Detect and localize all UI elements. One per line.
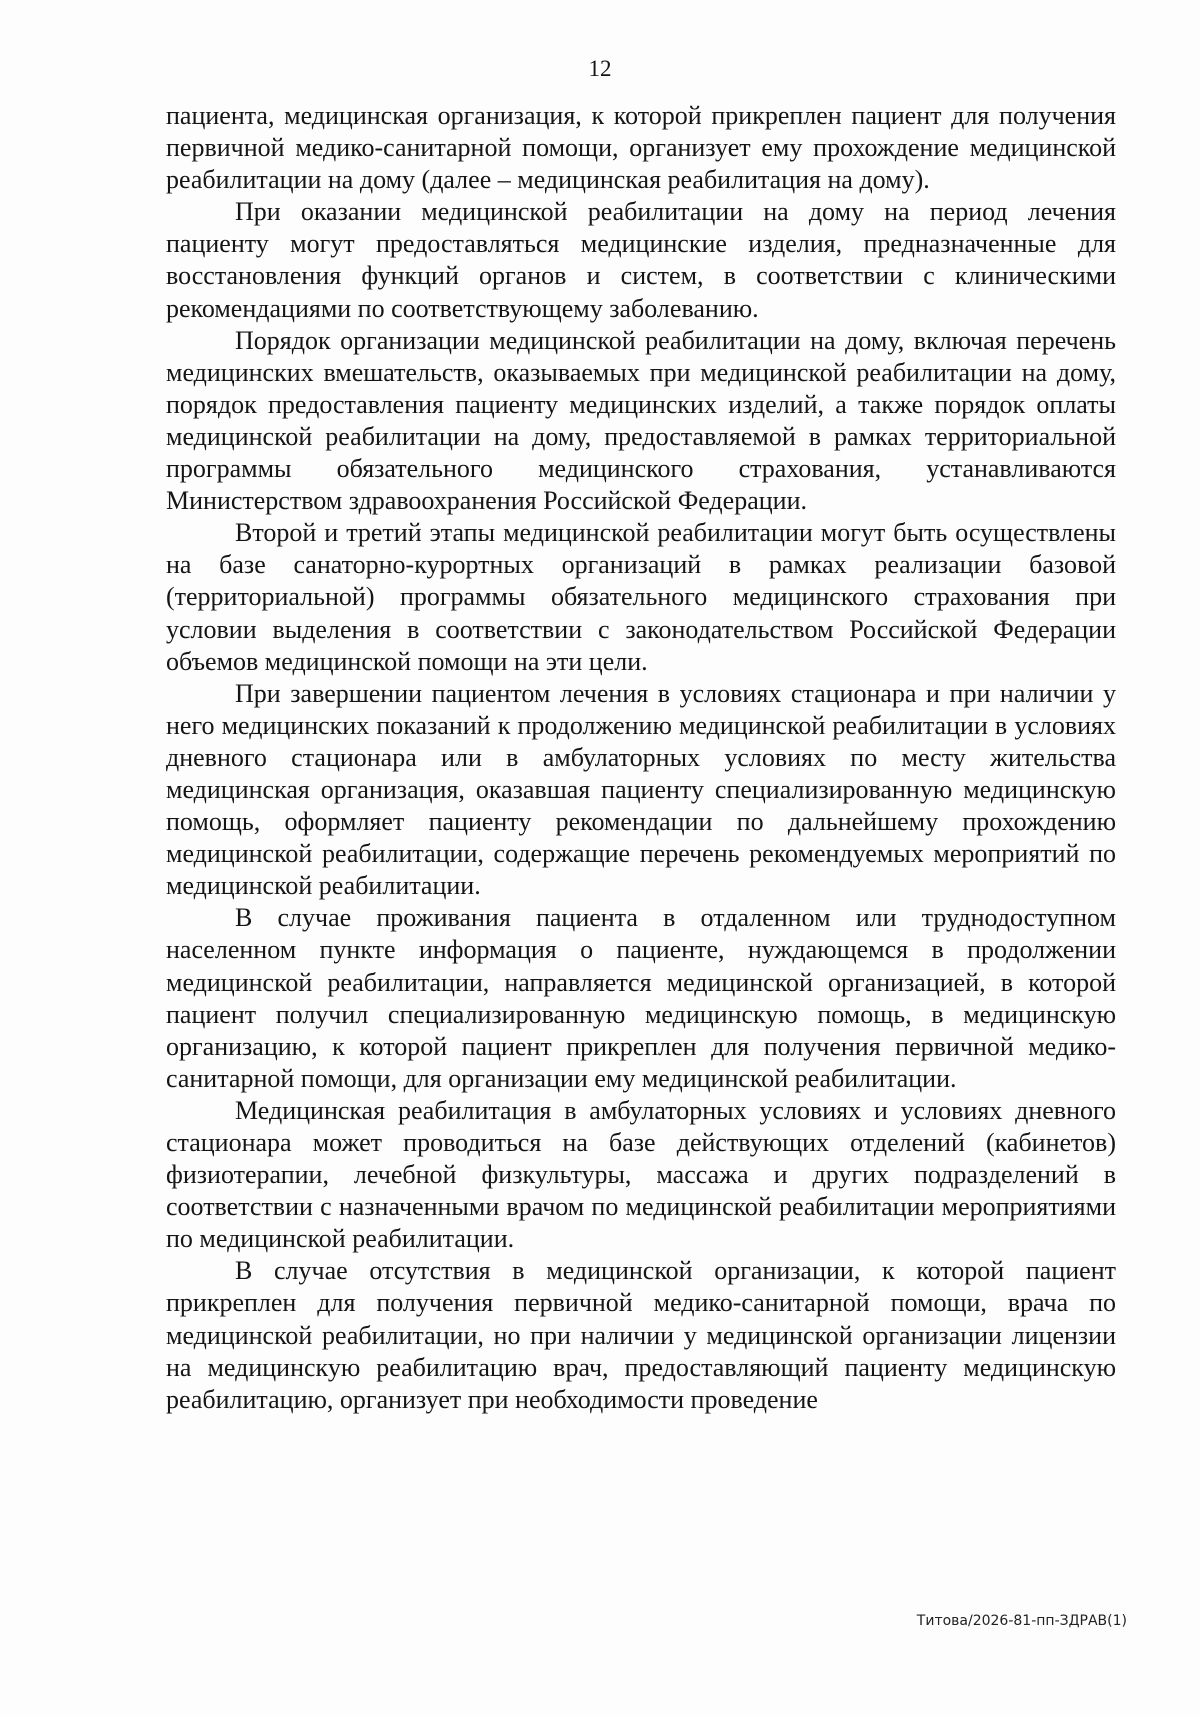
paragraph-home-rehab-procedure: Порядок организации медицинской реабилитации на дому, включая перечень медицинских вмешательств, оказываемых при медицинской реабилитации на дому, порядок предоставления пациенту медицинских изделий, а также порядок оплаты медицинской реабилитации на дому, предоставляемой в рамках территориальной программы обязательного медицинского страхования, устанавливаются Министерством здравоохранения Российской Федерации. bbox=[166, 325, 1116, 516]
paragraph-no-rehab-doctor: В случае отсутствия в медицинской организации, к которой пациент прикреплен для получения первичной медико-санитарной помощи, врача по медицинской реабилитации, но при наличии у медицинской организации лицензии на медицинскую реабилитацию врач, предоставляющий пациенту медицинскую реабилитацию, организует при необходимости проведение bbox=[166, 1256, 1116, 1414]
footer-document-reference: Титова/2026-81-пп-ЗДРАВ(1) bbox=[916, 1613, 1127, 1629]
paragraph-remote-settlement: В случае проживания пациента в отдаленном или труднодоступном населенном пункте информация о пациенте, нуждающемся в продолжении медицинской реабилитации, направляется медицинской организацией, в которой пациент получил специализированную медицинскую помощь, в медицинскую организацию, к которой пациент прикреплен для получения первичной медико-санитарной помощи, для организации ему медицинской реабилитации. bbox=[166, 903, 1116, 1093]
paragraph-outpatient-rehab: Медицинская реабилитация в амбулаторных условиях и условиях дневного стационара может проводиться на базе действующих отделений (кабинетов) физиотерапии, лечебной физкультуры, массажа и других подразделений в соответствии с назначенными врачом по медицинской реабилитации мероприятиями по медицинской реабилитации. bbox=[166, 1095, 1116, 1254]
paragraph-sanatorium-stages: Второй и третий этапы медицинской реабилитации могут быть осуществлены на базе санаторно-курортных организаций в рамках реализации базовой (территориальной) программы обязательного медицинского страхования при условии выделения в соответствии с законодательством Российской Федерации объемов медицинской помощи на эти цели. bbox=[166, 518, 1116, 676]
paragraph-discharge-recommendations: При завершении пациентом лечения в условиях стационара и при наличии у него медицинских показаний к продолжению медицинской реабилитации в условиях дневного стационара или в амбулаторных условиях по месту жительства медицинская организация, оказавшая пациенту специализированную медицинскую помощь, оформляет пациенту рекомендации по дальнейшему прохождению медицинской реабилитации, содержащие перечень рекомендуемых мероприятий по медицинской реабилитации. bbox=[166, 678, 1116, 901]
paragraph-home-rehab-devices: При оказании медицинской реабилитации на дому на период лечения пациенту могут предоставляться медицинские изделия, предназначенные для восстановления функций органов и систем, в соответствии с клиническими рекомендациями по соответствующему заболеванию. bbox=[166, 197, 1116, 323]
paragraph-continuation: пациента, медицинская организация, к которой прикреплен пациент для получения первичной медико-санитарной помощи, организует ему прохождение медицинской реабилитации на дому (далее – медицинская реабилитация на дому). bbox=[166, 101, 1116, 195]
document-body bbox=[166, 100, 1116, 1416]
page-number: 12 bbox=[588, 56, 612, 81]
